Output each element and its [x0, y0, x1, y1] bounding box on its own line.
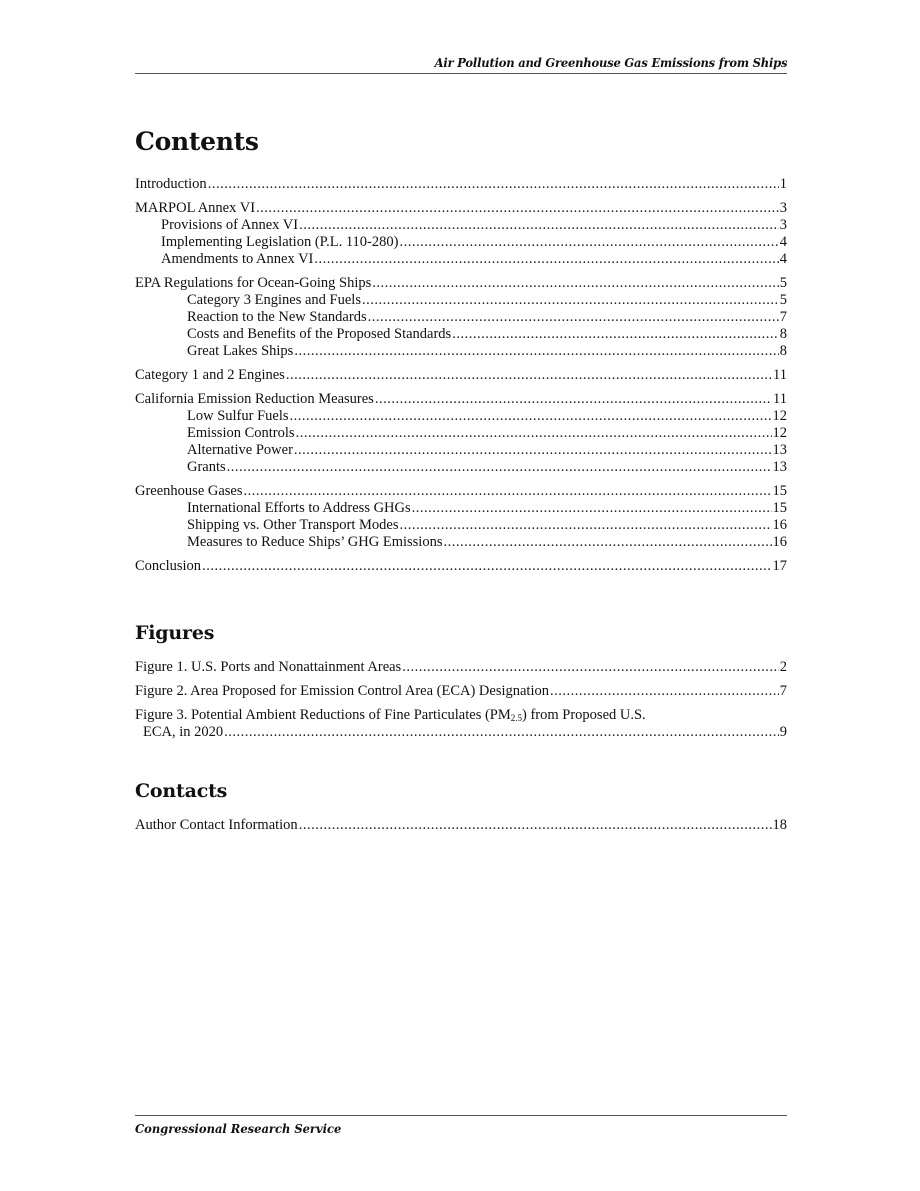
toc-entry[interactable] [135, 442, 787, 459]
leader-dots [443, 534, 771, 551]
toc-entry[interactable] [135, 251, 787, 268]
contact-entry-title: Author Contact Information [135, 817, 298, 833]
toc-entry-title: Implementing Legislation (P.L. 110-280) [161, 234, 399, 250]
figures-heading: Figures [135, 622, 215, 644]
toc-entry-title: Amendments to Annex VI [161, 251, 314, 267]
toc-page-number: 15 [772, 500, 787, 516]
leader-dots [375, 391, 772, 408]
leader-dots [399, 517, 771, 534]
leader-dots [202, 558, 771, 575]
leader-dots [299, 817, 772, 834]
subscript: 2.5 [510, 713, 523, 723]
figure-entry-title: Figure 2. Area Proposed for Emission Control Area (ECA) Designation [135, 683, 549, 699]
leader-dots [294, 442, 772, 459]
toc-page-number: 7 [779, 309, 787, 325]
toc-entry-title: MARPOL Annex VI [135, 200, 256, 216]
toc-page-number: 17 [772, 558, 787, 574]
leader-dots [227, 459, 772, 476]
figure-title-part: ) from Proposed U.S. [522, 707, 646, 723]
toc-entry[interactable] [135, 367, 787, 384]
toc-entry-title: Category 1 and 2 Engines [135, 367, 285, 383]
toc-page-number: 11 [773, 367, 787, 383]
toc-entry[interactable] [135, 408, 787, 425]
leader-dots [296, 425, 772, 442]
figure-title-part: Figure 3. Potential Ambient Reductions of Fine Particulates (PM [135, 707, 511, 723]
toc-page-number: 3 [779, 200, 787, 216]
toc-page-number: 12 [772, 408, 787, 424]
leader-dots [208, 176, 779, 193]
toc-entry[interactable] [135, 500, 787, 517]
contact-page-number: 18 [772, 817, 787, 833]
toc-entry[interactable] [135, 343, 787, 360]
toc-page-number: 4 [779, 251, 787, 267]
leader-dots [286, 367, 772, 384]
toc-entry-title: EPA Regulations for Ocean-Going Ships [135, 275, 372, 291]
toc-entry-title: Shipping vs. Other Transport Modes [187, 517, 399, 533]
toc-entry[interactable] [135, 534, 787, 551]
toc-page-number: 1 [779, 176, 787, 192]
leader-dots [244, 483, 772, 500]
toc-entry-title: Greenhouse Gases [135, 483, 243, 499]
toc-entry-title: Emission Controls [187, 425, 295, 441]
leader-dots [368, 309, 779, 326]
toc-entry-title: Reaction to the New Standards [187, 309, 367, 325]
figure-entry[interactable] [135, 659, 787, 676]
leader-dots [362, 292, 779, 309]
figure-entry-title: ECA, in 2020 [143, 724, 224, 740]
leader-dots [314, 251, 778, 268]
leader-dots [399, 234, 778, 251]
toc-entry[interactable] [135, 292, 787, 309]
leader-dots [372, 275, 778, 292]
toc-entry[interactable] [135, 459, 787, 476]
toc-page-number: 8 [779, 326, 787, 342]
toc-page-number: 16 [772, 517, 787, 533]
toc-entry-title: Great Lakes Ships [187, 343, 294, 359]
toc-page-number: 12 [772, 425, 787, 441]
toc-page-number: 15 [772, 483, 787, 499]
leader-dots [256, 200, 779, 217]
toc-page-number: 11 [773, 391, 787, 407]
toc-entry-title: Category 3 Engines and Fuels [187, 292, 361, 308]
leader-dots [412, 500, 772, 517]
contacts-list [135, 817, 787, 834]
toc-page-number: 13 [772, 442, 787, 458]
toc-entry-title: Provisions of Annex VI [161, 217, 299, 233]
toc-page-number: 8 [779, 343, 787, 359]
toc-page-number: 5 [779, 275, 787, 291]
toc-entry[interactable] [135, 326, 787, 343]
contact-entry[interactable] [135, 817, 787, 834]
toc-entry[interactable] [135, 217, 787, 234]
leader-dots [299, 217, 779, 234]
leader-dots [224, 724, 779, 741]
leader-dots [550, 683, 779, 700]
figure-page-number: 7 [779, 683, 787, 699]
toc-page-number: 13 [772, 459, 787, 475]
toc-content [135, 122, 787, 834]
toc-entry-title: Low Sulfur Fuels [187, 408, 289, 424]
toc-entry-title: Costs and Benefits of the Proposed Standards [187, 326, 452, 342]
toc-entry[interactable] [135, 483, 787, 500]
toc-entry[interactable] [135, 517, 787, 534]
page-footer [135, 1115, 787, 1136]
toc-entry[interactable] [135, 275, 787, 292]
figure-entry-title-line1 [135, 707, 787, 724]
toc-entry-title: International Efforts to Address GHGs [187, 500, 411, 516]
contents-heading: Contents [135, 127, 259, 156]
leader-dots [452, 326, 779, 343]
figures-list [135, 659, 787, 741]
toc-entry-title: California Emission Reduction Measures [135, 391, 374, 407]
contacts-heading: Contacts [135, 780, 228, 802]
figure-entry[interactable] [135, 707, 787, 741]
toc-entry[interactable] [135, 391, 787, 408]
toc-entry[interactable] [135, 425, 787, 442]
toc-entry-title: Grants [187, 459, 226, 475]
toc-page-number: 5 [779, 292, 787, 308]
toc-entry[interactable] [135, 200, 787, 217]
leader-dots [290, 408, 772, 425]
figure-page-number: 2 [779, 659, 787, 675]
toc-page-number: 3 [779, 217, 787, 233]
leader-dots [294, 343, 778, 360]
toc-page-number: 16 [772, 534, 787, 550]
figure-entry[interactable] [135, 683, 787, 700]
leader-dots [402, 659, 779, 676]
toc-entry-title: Measures to Reduce Ships’ GHG Emissions [187, 534, 443, 550]
toc-page-number: 4 [779, 234, 787, 250]
toc-entry[interactable] [135, 558, 787, 575]
toc-entry-title: Alternative Power [187, 442, 293, 458]
toc-entry-title: Conclusion [135, 558, 202, 574]
toc-entry[interactable] [135, 309, 787, 326]
header-title: Air Pollution and Greenhouse Gas Emissions from Ships [434, 55, 787, 70]
page-header [135, 55, 787, 74]
figure-page-number: 9 [779, 724, 787, 740]
footer-text: Congressional Research Service [135, 1121, 342, 1136]
figure-entry-title: Figure 1. U.S. Ports and Nonattainment Areas [135, 659, 402, 675]
figure-entry-title-line2 [135, 724, 787, 741]
toc-entry-title: Introduction [135, 176, 207, 192]
toc-entry[interactable] [135, 176, 787, 193]
contents-list [135, 176, 787, 575]
toc-entry[interactable] [135, 234, 787, 251]
